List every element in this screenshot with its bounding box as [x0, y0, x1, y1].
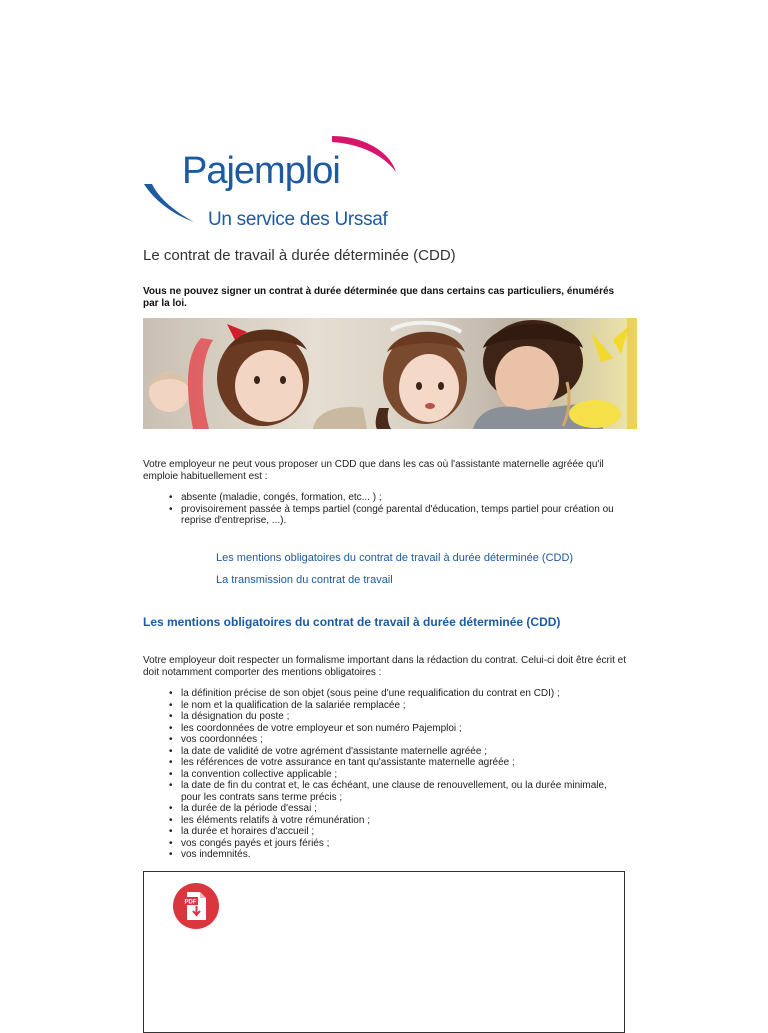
list-item: • vos coordonnées ; [167, 734, 617, 746]
mentions-list [167, 688, 617, 861]
pajemploi-logo [142, 132, 398, 236]
list-item: • la convention collective applicable ; [167, 769, 617, 781]
list-item: • les éléments relatifs à votre rémunération ; [167, 815, 617, 827]
list-item: • le nom et la qualification de la salariée remplacée ; [167, 700, 617, 712]
page-title: Le contrat de travail à durée déterminée (CDD) [143, 247, 456, 264]
logo-tagline: Un service des Urssaf [208, 209, 388, 230]
list-item: • vos indemnités. [167, 849, 617, 861]
formalisme-paragraph: Votre employeur doit respecter un formalisme important dans la rédaction du contrat. Celui-ci doit être écrit et doit notamment comporter des mentions obligatoires : [143, 655, 627, 678]
list-item: • la durée de la période d'essai ; [167, 803, 617, 815]
logo-brand-text: Pajemploi [182, 150, 340, 192]
link-mentions-obligatoires[interactable]: Les mentions obligatoires du contrat de travail à durée déterminée (CDD) [216, 552, 574, 564]
list-item: • la date de fin du contrat et, le cas échéant, une clause de renouvellement, ou la durée minimale, pour les contrats sans terme précis ; [167, 780, 617, 803]
download-box [143, 871, 625, 1033]
list-item: • vos congés payés et jours fériés ; [167, 838, 617, 850]
section-title-mentions: Les mentions obligatoires du contrat de travail à durée déterminée (CDD) [143, 615, 561, 629]
list-item: • la date de validité de votre agrément d'assistante maternelle agréée ; [167, 746, 617, 758]
list-item: • absente (maladie, congés, formation, etc... ) ; [167, 492, 617, 504]
pdf-icon-label: PDF [184, 899, 197, 906]
list-item: • les références de votre assurance en tant qu'assistante maternelle agréée ; [167, 757, 617, 769]
employer-cdd-paragraph: Votre employeur ne peut vous proposer un CDD que dans les cas où l'assistante maternelle agréée qu'il emploie habituellement est : [143, 459, 604, 482]
list-item: • la désignation du poste ; [167, 711, 617, 723]
list-item: • les coordonnées de votre employeur et son numéro Pajemploi ; [167, 723, 617, 735]
link-transmission-contrat[interactable]: La transmission du contrat de travail [216, 574, 393, 586]
list-item: • la définition précise de son objet (sous peine d'une requalification du contrat en CDI) ; [167, 688, 617, 700]
pdf-download-icon[interactable] [172, 882, 220, 930]
cdd-cases-list [167, 492, 617, 527]
banner-photo [143, 318, 637, 429]
intro-text: Vous ne pouvez signer un contrat à durée déterminée que dans certains cas particuliers, énumérés par la loi. [143, 286, 615, 309]
list-item: • la durée et horaires d'accueil ; [167, 826, 617, 838]
list-item: • provisoirement passée à temps partiel (congé parental d'éducation, temps partiel pour création ou reprise d'entreprise, ...). [167, 504, 617, 527]
